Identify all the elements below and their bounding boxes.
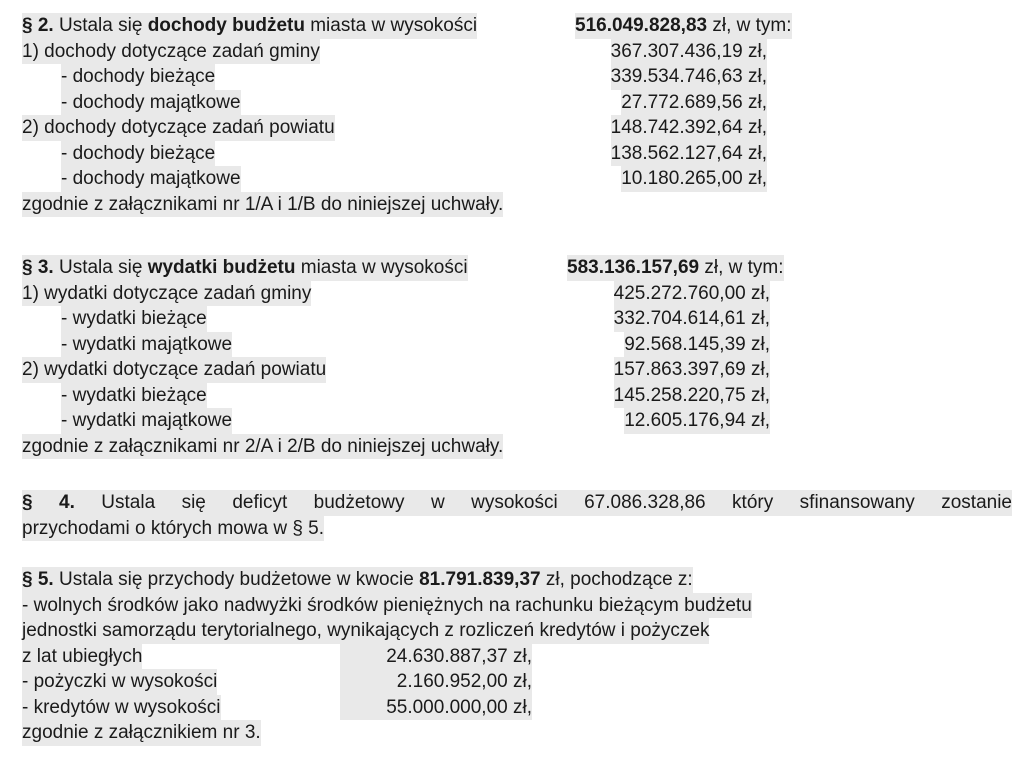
heading-lead: Ustala się	[53, 15, 148, 36]
section-3-heading-text	[22, 255, 468, 281]
row-label: - dochody bieżące	[61, 141, 215, 167]
section-mark: § 2.	[22, 15, 54, 36]
table-row	[22, 64, 1012, 90]
section-2-heading	[22, 13, 1012, 39]
row-amount: 2.160.952,00 zł,	[340, 669, 532, 695]
section-2-total	[575, 13, 792, 39]
total-suffix: zł, pochodzące z:	[540, 569, 693, 590]
row-label: 2) wydatki dotyczące zadań powiatu	[22, 357, 326, 383]
row-amount: 157.863.397,69 zł,	[614, 357, 770, 383]
table-row	[22, 383, 1012, 409]
section-4-line-2	[22, 516, 1012, 542]
row-label: 1) wydatki dotyczące zadań gminy	[22, 281, 311, 307]
row-label: - wydatki bieżące	[61, 383, 207, 409]
row-amount: 55.000.000,00 zł,	[340, 695, 532, 721]
row-label: - kredytów w wysokości	[22, 695, 221, 721]
row-amount: 12.605.176,94 zł,	[624, 408, 770, 434]
section-closing	[22, 434, 1012, 460]
row-label: 2) dochody dotyczące zadań powiatu	[22, 115, 335, 141]
section-2-heading-text	[22, 13, 477, 39]
section-closing	[22, 192, 1012, 218]
total-amount: 516.049.828,83	[575, 15, 708, 36]
section-mark: § 5.	[22, 569, 54, 590]
row-amount: 10.180.265,00 zł,	[621, 166, 767, 192]
table-row	[22, 306, 1012, 332]
row-label: - wydatki majątkowe	[61, 408, 232, 434]
heading-lead: Ustala się przychody budżetowe w kwocie	[53, 569, 420, 590]
section-4-line-1	[22, 490, 1012, 516]
line-text: Ustala się deficyt budżetowy w wysokości 67.086.328,86 który sfinansowany zostanie	[74, 492, 1012, 513]
section-3-expenditures	[22, 255, 1012, 459]
section-3-total	[567, 255, 784, 281]
total-amount: 583.136.157,69	[567, 257, 700, 278]
row-amount: 27.772.689,56 zł,	[621, 90, 767, 116]
row-amount: 148.742.392,64 zł,	[611, 115, 767, 141]
line-text: jednostki samorządu terytorialnego, wynikających z rozliczeń kredytów i pożyczek	[22, 618, 709, 644]
table-row	[22, 408, 1012, 434]
table-row	[22, 39, 1012, 65]
table-row	[22, 644, 1012, 670]
table-row	[22, 357, 1012, 383]
section-mark: § 4.	[22, 492, 75, 513]
closing-text: zgodnie z załącznikiem nr 3.	[22, 720, 261, 746]
row-amount: 425.272.760,00 zł,	[614, 281, 770, 307]
section-4-text-line-1	[22, 490, 1012, 516]
section-5-line-1	[22, 593, 1012, 619]
row-label: z lat ubiegłych	[22, 644, 142, 670]
row-amount: 339.534.746,63 zł,	[611, 64, 767, 90]
table-row	[22, 332, 1012, 358]
row-label: - pożyczki w wysokości	[22, 669, 217, 695]
total-amount: 81.791.839,37	[419, 569, 541, 590]
closing-text: zgodnie z załącznikami nr 2/A i 2/B do niniejszej uchwały.	[22, 434, 503, 460]
table-row	[22, 115, 1012, 141]
row-amount: 138.562.127,64 zł,	[611, 141, 767, 167]
section-closing	[22, 720, 1012, 746]
section-5-heading-text	[22, 567, 693, 593]
row-label: - wydatki majątkowe	[61, 332, 232, 358]
row-label: - dochody majątkowe	[61, 90, 241, 116]
section-mark: § 3.	[22, 257, 54, 278]
table-row	[22, 695, 1012, 721]
table-row	[22, 90, 1012, 116]
row-amount: 367.307.436,19 zł,	[611, 39, 767, 65]
section-5-income	[22, 567, 1012, 746]
table-row	[22, 141, 1012, 167]
heading-lead: Ustala się	[53, 257, 148, 278]
table-row	[22, 281, 1012, 307]
row-label: - dochody majątkowe	[61, 166, 241, 192]
table-row	[22, 669, 1012, 695]
section-4-deficit	[22, 490, 1012, 541]
heading-bold-term: wydatki budżetu	[147, 257, 296, 278]
section-2-revenues	[22, 13, 1012, 217]
section-5-heading	[22, 567, 1012, 593]
line-text: przychodami o których mowa w § 5.	[22, 516, 324, 542]
row-amount: 24.630.887,37 zł,	[340, 644, 532, 670]
row-amount: 145.258.220,75 zł,	[614, 383, 770, 409]
heading-tail: miasta w wysokości	[295, 257, 468, 278]
total-suffix: zł, w tym:	[699, 257, 784, 278]
closing-text: zgodnie z załącznikami nr 1/A i 1/B do niniejszej uchwały.	[22, 192, 503, 218]
section-3-heading	[22, 255, 1012, 281]
row-label: 1) dochody dotyczące zadań gminy	[22, 39, 320, 65]
row-amount: 92.568.145,39 zł,	[624, 332, 770, 358]
heading-bold-term: dochody budżetu	[147, 15, 305, 36]
table-row	[22, 166, 1012, 192]
row-label: - dochody bieżące	[61, 64, 215, 90]
total-suffix: zł, w tym:	[707, 15, 792, 36]
line-text: - wolnych środków jako nadwyżki środków pieniężnych na rachunku bieżącym budżetu	[22, 593, 752, 619]
heading-tail: miasta w wysokości	[304, 15, 478, 36]
row-label: - wydatki bieżące	[61, 306, 207, 332]
row-amount: 332.704.614,61 zł,	[614, 306, 770, 332]
section-5-line-2	[22, 618, 1012, 644]
